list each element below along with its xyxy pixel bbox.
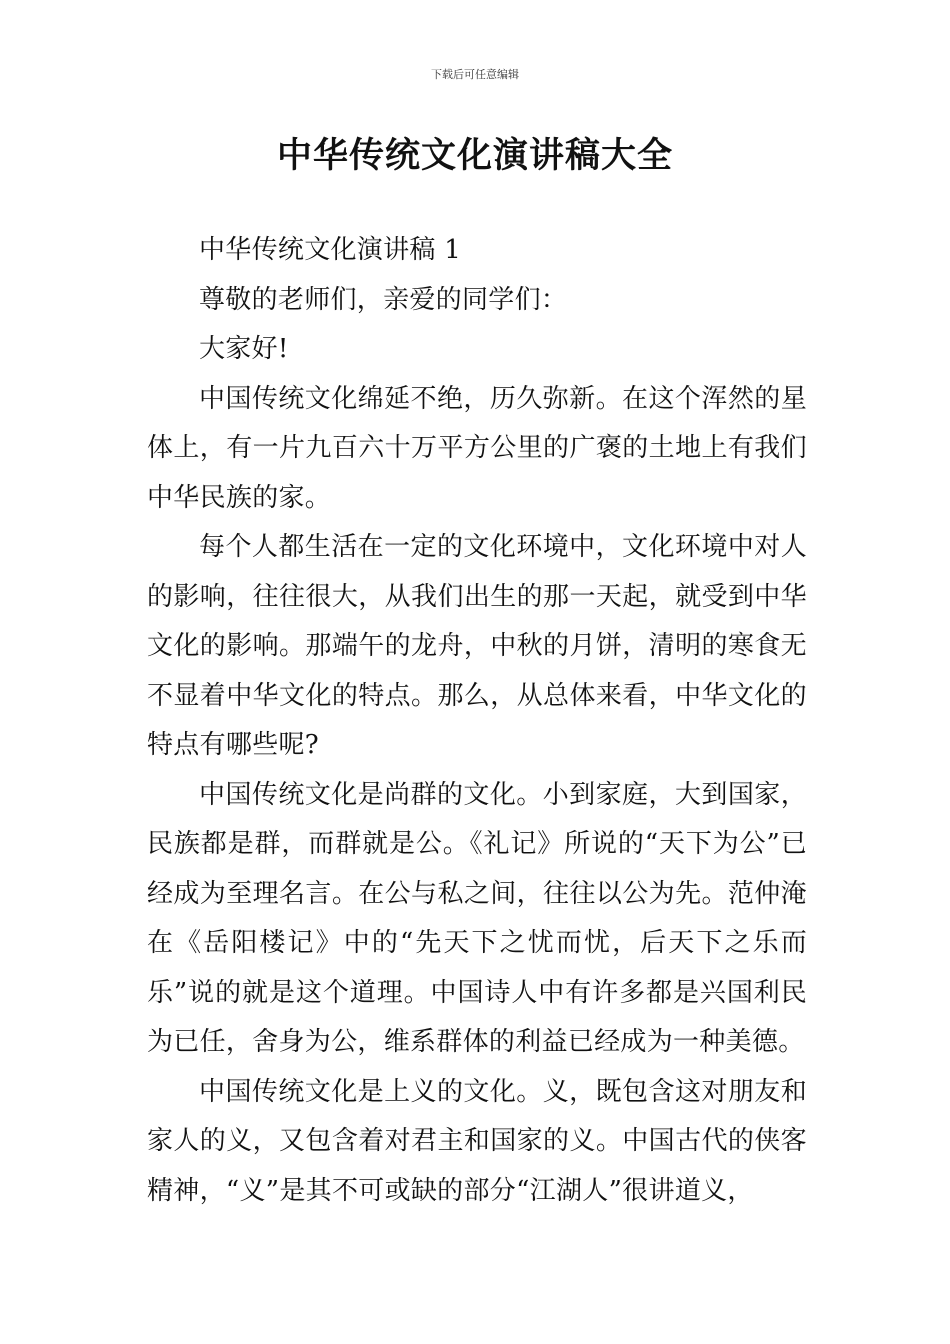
document-body <box>147 226 807 1216</box>
paragraph-salutation: 尊敬的老师们，亲爱的同学们： <box>199 284 568 315</box>
paragraph-body: 中国传统文化是尚群的文化。小到家庭，大到国家，民族都是群，而群就是公。《礼记》所说的“天下为公”已经成为至理名言。在公与私之间，往往以公为先。范仲淹在《岳阳楼记》中的“先天下之忧而忧，后天下之乐而乐”说的就是这个道理。中国诗人中有许多都是兴国利民为已任，舍身为公，维系群体的利益已经成为一种美德。 <box>147 779 807 1057</box>
header-note: 下载后可任意编辑 <box>431 68 519 81</box>
paragraph-subtitle: 中华传统文化演讲稿 1 <box>199 235 462 265</box>
paragraph-body: 每个人都生活在一定的文化环境中，文化环境中对人的影响，往往很大，从我们出生的那一天起，就受到中华文化的影响。那端午的龙舟，中秋的月饼，清明的寒食无不显着中华文化的特点。那么，从总体来看，中华文化的特点有哪些呢? <box>147 532 807 760</box>
paragraph-body: 中国传统文化绵延不绝，历久弥新。在这个浑然的星体上，有一片九百六十万平方公里的广褒的土地上有我们中华民族的家。 <box>147 383 807 513</box>
paragraph-body: 中国传统文化是上义的文化。义，既包含这对朋友和家人的义，又包含着对君主和国家的义。中国古代的侠客精神，“义”是其不可或缺的部分“江湖人”很讲道义， <box>147 1076 807 1206</box>
document-title: 中华传统文化演讲稿大全 <box>276 136 673 176</box>
paragraph-greeting: 大家好! <box>199 334 289 364</box>
